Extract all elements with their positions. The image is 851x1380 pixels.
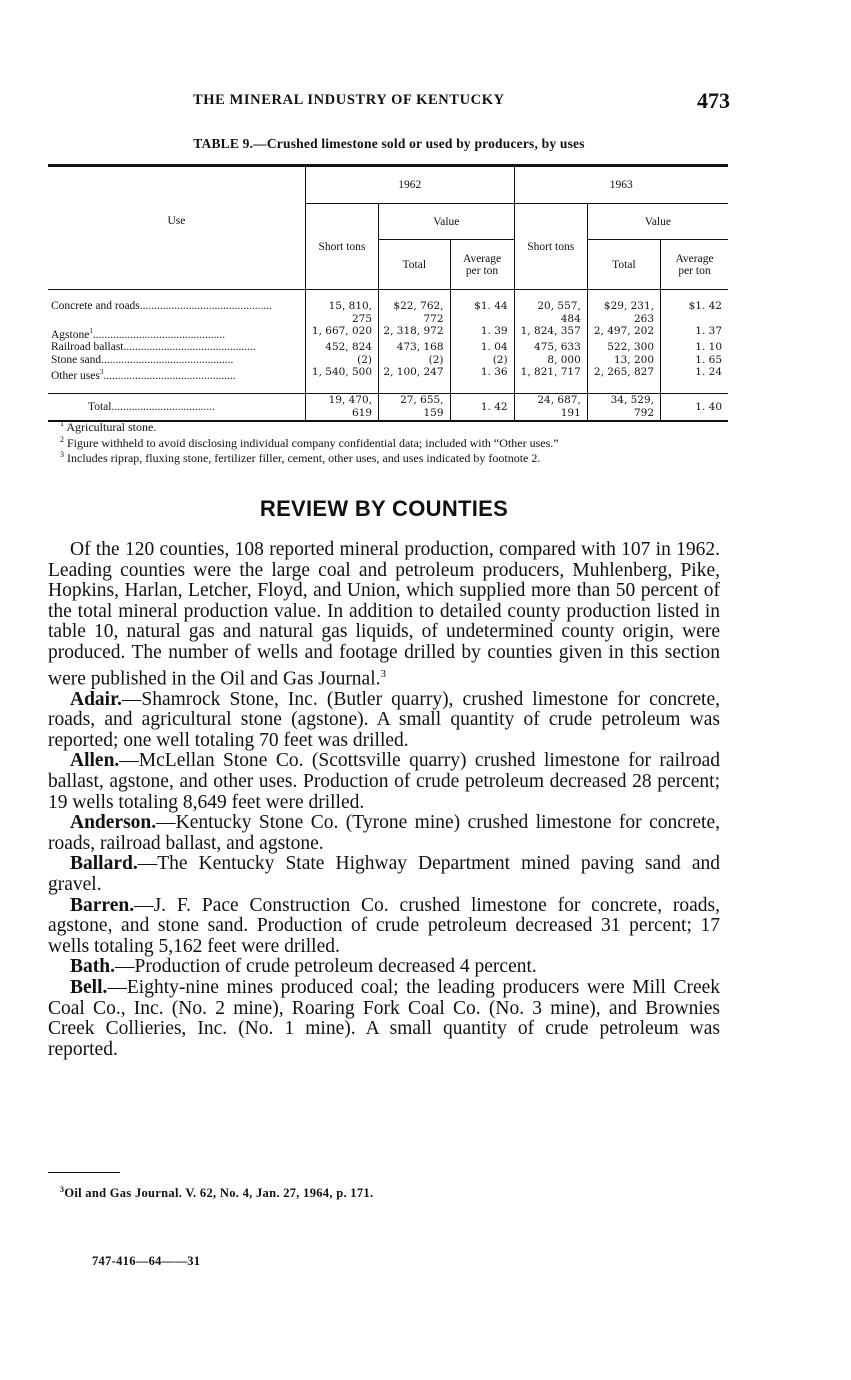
cell-average-1962: 1. 04 xyxy=(450,341,514,354)
cell-average-1963: 1. 10 xyxy=(661,341,728,354)
county-paragraph xyxy=(48,978,720,1060)
crushed-limestone-table xyxy=(48,164,728,422)
cell-short-tons-1962: (2) xyxy=(305,354,378,367)
total-average-1963: 1. 40 xyxy=(661,393,728,421)
total-value-1962: 27, 655, 159 xyxy=(379,393,451,421)
table-row xyxy=(48,341,728,354)
cell-average-1963: $1. 42 xyxy=(661,290,728,326)
county-paragraph xyxy=(48,813,720,854)
table-total-row xyxy=(48,393,728,421)
table-row xyxy=(48,325,728,341)
cell-short-tons-1962: 452, 824 xyxy=(305,341,378,354)
county-paragraph xyxy=(48,854,720,895)
county-name: Anderson. xyxy=(70,812,157,834)
cell-value-1963: $29, 231, 263 xyxy=(587,290,660,326)
county-name: Allen. xyxy=(70,750,120,772)
review-body xyxy=(48,540,720,1060)
total-short-tons-1963: 24, 687, 191 xyxy=(514,393,587,421)
cell-average-1962: (2) xyxy=(450,354,514,367)
column-header-short-tons-1963: Short tons xyxy=(514,204,587,290)
county-name: Ballard. xyxy=(70,853,138,875)
total-label: Total.................................... xyxy=(48,393,305,421)
column-header-value-1962: Value xyxy=(379,204,515,240)
page-number: 473 xyxy=(697,88,730,113)
table-row xyxy=(48,354,728,367)
county-text: —The Kentucky State Highway Department mined paving sand and gravel. xyxy=(48,853,720,895)
row-use-label: Stone sand.............................................. xyxy=(51,353,234,366)
cell-short-tons-1962: 1, 540, 500 xyxy=(305,366,378,393)
column-header-average-1963: Average per ton xyxy=(661,240,728,290)
county-paragraph xyxy=(48,690,720,752)
county-text: —Eighty-nine mines produced coal; the leading producers were Mill Creek Coal Co., Inc. (No. 2 mine), Roaring Fork Coal Co. (No. 3 mine), and Brownies Creek Collieries, Inc. (No. 1 mine). A small quantity of crude petroleum was reported. xyxy=(48,976,720,1060)
cell-value-1962: 2, 100, 247 xyxy=(379,366,451,393)
section-heading: REVIEW BY COUNTIES xyxy=(259,496,509,521)
intro-paragraph: Of the 120 counties, 108 reported mineral production, compared with 107 in 1962. Leading counties were the large coal and petroleum producers, Muhlenberg, Pike, Hopkins, Harlan, Letcher, Floyd, and Union, which supplied more than 50 percent of the total mineral production value. In addition to detailed county production listed in table 10, natural gas and natural gas liquids, of undetermined county origin, were produced. The number of wells and footage drilled by counties given in this section were published in the Oil and Gas Journal.$^3$ xyxy=(48,539,720,690)
row-use-label: Concrete and roads.............................................. xyxy=(51,300,273,312)
table-footnote: $^3$ Includes riprap, fluxing stone, fertilizer filler, cement, other uses, and uses indicated by footnote 2. xyxy=(60,450,541,465)
column-header-year-1962: 1962 xyxy=(305,166,514,204)
cell-short-tons-1963: 1, 824, 357 xyxy=(514,325,587,341)
table-footnotes xyxy=(60,418,559,465)
county-name: Barren. xyxy=(70,894,135,916)
county-name: Adair. xyxy=(70,688,122,710)
county-text: —Kentucky Stone Co. (Tyrone mine) crushed limestone for concrete, roads, railroad ballast, and agstone. xyxy=(48,812,720,854)
county-text: —Shamrock Stone, Inc. (Butler quarry), crushed limestone for concrete, roads, and agricultural stone (agstone). A small quantity of crude petroleum was reported; one well totaling 70 feet was drilled. xyxy=(48,688,720,751)
county-text: —Production of crude petroleum decreased 4 percent. xyxy=(114,956,537,978)
cell-short-tons-1962: 15, 810, 275 xyxy=(305,290,378,326)
row-use-label: Other uses$^3$.............................................. xyxy=(51,370,236,383)
cell-short-tons-1963: 8, 000 xyxy=(514,354,587,367)
county-paragraph xyxy=(48,751,720,813)
column-header-total-1963: Total xyxy=(587,240,660,290)
footnote-rule xyxy=(48,1172,120,1173)
cell-value-1963: 2, 497, 202 xyxy=(587,325,660,341)
total-value-1963: 34, 529, 792 xyxy=(587,393,660,421)
cell-value-1962: $22, 762, 772 xyxy=(379,290,451,326)
county-name: Bell. xyxy=(70,976,108,998)
column-header-short-tons-1962: Short tons xyxy=(305,204,378,290)
cell-average-1963: 1. 37 xyxy=(661,325,728,341)
column-header-total-1962: Total xyxy=(379,240,451,290)
column-header-value-1963: Value xyxy=(587,204,728,240)
county-text: —J. F. Pace Construction Co. crushed limestone for concrete, roads, agstone, and stone sand. Production of crude petroleum decreased 31 percent; 17 wells totaling 5,162 feet were drilled. xyxy=(48,894,720,957)
county-paragraph xyxy=(48,957,720,978)
column-header-average-1962: Average per ton xyxy=(450,240,514,290)
cell-average-1962: $1. 44 xyxy=(450,290,514,326)
county-text: —McLellan Stone Co. (Scottsville quarry) crushed limestone for railroad ballast, agstone, and other uses. Production of crude petroleum decreased 28 percent; 19 wells totaling 8,649 feet were drilled. xyxy=(48,750,720,813)
table-footnote: $^1$ Agricultural stone. xyxy=(60,419,157,434)
row-use-label: Railroad ballast.............................................. xyxy=(51,341,256,354)
cell-average-1963: 1. 65 xyxy=(661,354,728,367)
cell-short-tons-1963: 475, 633 xyxy=(514,341,587,354)
total-short-tons-1962: 19, 470, 619 xyxy=(305,393,378,421)
cell-value-1963: 13, 200 xyxy=(587,354,660,367)
table-row xyxy=(48,290,728,326)
running-head xyxy=(48,88,730,118)
cell-value-1962: 2, 318, 972 xyxy=(379,325,451,341)
cell-value-1962: 473, 168 xyxy=(379,341,451,354)
column-header-use: Use xyxy=(48,166,305,290)
print-imprint: 747-416—64——31 xyxy=(92,1254,201,1268)
cell-value-1963: 522, 300 xyxy=(587,341,660,354)
table-caption: TABLE 9.—Crushed limestone sold or used by producers, by uses xyxy=(193,136,585,151)
county-list xyxy=(48,690,720,1061)
running-title: THE MINERAL INDUSTRY OF KENTUCKY xyxy=(193,92,505,108)
table-row xyxy=(48,366,728,393)
page-footnote: $^3$Oil and Gas Journal. V. 62, No. 4, Jan. 27, 1964, p. 171. xyxy=(60,1185,374,1201)
cell-value-1963: 2, 265, 827 xyxy=(587,366,660,393)
total-average-1962: 1. 42 xyxy=(450,393,514,421)
cell-average-1963: 1. 24 xyxy=(661,366,728,393)
cell-short-tons-1963: 20, 557, 484 xyxy=(514,290,587,326)
cell-short-tons-1962: 1, 667, 020 xyxy=(305,325,378,341)
column-header-year-1963: 1963 xyxy=(514,166,728,204)
cell-average-1962: 1. 39 xyxy=(450,325,514,341)
table-body xyxy=(48,290,728,394)
cell-short-tons-1963: 1, 821, 717 xyxy=(514,366,587,393)
county-paragraph xyxy=(48,896,720,958)
table-footnote: $^2$ Figure withheld to avoid disclosing individual company confidential data; included with “Other uses.” xyxy=(60,434,559,450)
county-name: Bath. xyxy=(70,956,115,978)
row-use-label: Agstone$^1$.............................................. xyxy=(51,328,226,341)
cell-value-1962: (2) xyxy=(379,354,451,367)
cell-average-1962: 1. 36 xyxy=(450,366,514,393)
